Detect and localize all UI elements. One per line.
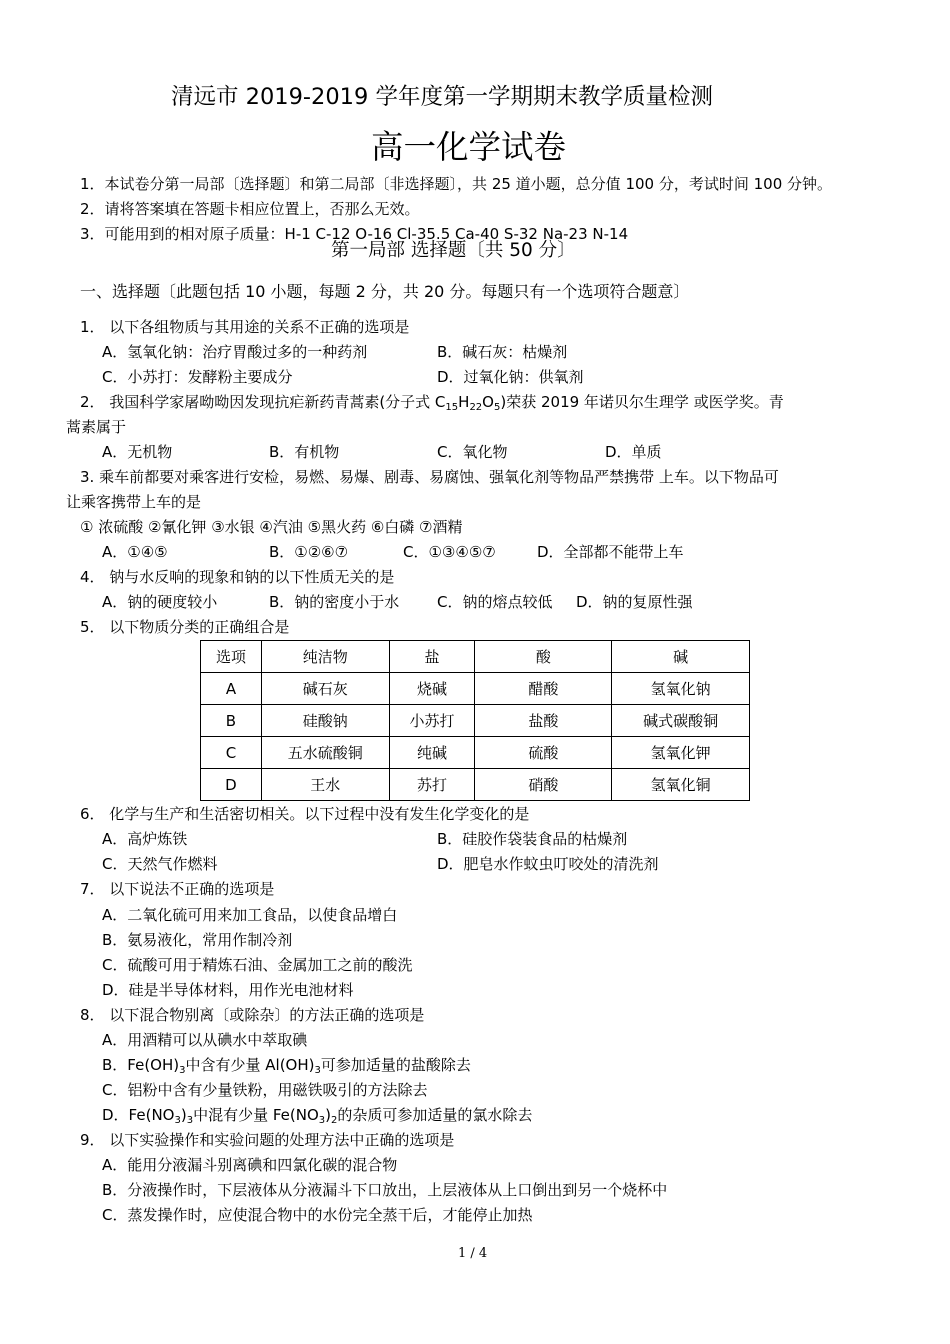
note-2: 2．请将答案填在答题卡相应位置上，否那么无效。	[80, 200, 420, 218]
part1-title: 第一局部 选择题〔共 50 分〕	[331, 240, 576, 261]
table-cell: 苏打	[389, 769, 475, 801]
table-cell: 小苏打	[389, 705, 475, 737]
table-cell: 硝酸	[475, 769, 612, 801]
q8-d-sub: 3	[174, 1115, 181, 1126]
q8-option-b	[102, 1056, 471, 1074]
q1-option-a: A．氢氧化钠：治疗胃酸过多的一种药剂	[102, 343, 368, 361]
table-cell: B	[201, 705, 262, 737]
q6-option-a: A．高炉炼铁	[102, 830, 188, 848]
q7-option-b: B．氨易液化，常用作制冷剂	[102, 931, 293, 949]
table-row	[201, 737, 750, 769]
q4-stem: 4． 钠与水反响的现象和钠的以下性质无关的是	[80, 568, 395, 586]
table-cell: 碱式碳酸铜	[612, 705, 750, 737]
q3-items: ① 浓硫酸 ②氰化钾 ③水银 ④汽油 ⑤黑火药 ⑥白磷 ⑦酒精	[80, 518, 463, 536]
q1-stem: 1． 以下各组物质与其用途的关系不正确的选项是	[80, 318, 410, 336]
q8-d-pre: D．Fe(NO	[102, 1106, 175, 1124]
q3-option-a: A．①④⑤	[102, 543, 168, 561]
table-cell: 醋酸	[475, 673, 612, 705]
q8-d-sub: 3	[318, 1115, 326, 1126]
exam-title-line1: 清远市 2019-2019 学年度第一学期期末教学质量检测	[171, 84, 713, 110]
q2-stem-pre: 2． 我国科学家屠呦呦因发现抗疟新药青蒿素(分子式 C	[80, 393, 446, 411]
q8-d-sub: 3	[186, 1115, 194, 1126]
q2-stem-line2: 蒿素属于	[66, 418, 127, 436]
q3-option-d: D．全部都不能带上车	[537, 543, 684, 561]
q2-option-b: B．有机物	[269, 443, 340, 461]
q8-option-d	[102, 1106, 532, 1124]
q2-stem-h: H	[458, 393, 470, 411]
q7-stem: 7． 以下说法不正确的选项是	[80, 880, 275, 898]
q2-stem-o: O	[482, 393, 494, 411]
exam-title-line2: 高一化学试卷	[371, 128, 567, 166]
table-cell: 硅酸钠	[261, 705, 389, 737]
q8-d-mid2: 中混有少量 Fe(NO	[193, 1106, 319, 1124]
note-3: 3．可能用到的相对原子质量：H-1 C-12 O-16 Cl-35.5 Ca-40 S-32 Na-23 N-14	[80, 225, 629, 243]
q2-option-c: C．氧化物	[437, 443, 508, 461]
q5-stem: 5． 以下物质分类的正确组合是	[80, 618, 290, 636]
q3-option-c: C．①③④⑤⑦	[403, 543, 496, 561]
table-cell: 氢氧化铜	[612, 769, 750, 801]
table-header-cell: 纯洁物	[261, 641, 389, 673]
q2-stem-post: )荣获 2019 年诺贝尔生理学 或医学奖。青	[500, 393, 784, 411]
q3-stem-line1: 3. 乘车前都要对乘客进行安检，易燃、易爆、剧毒、易腐蚀、强氧化剂等物品严禁携带 上车。以下物品可	[80, 468, 779, 486]
table-cell: 硫酸	[475, 737, 612, 769]
q8-d-mid3: )	[325, 1106, 331, 1124]
q8-d-post: 的杂质可参加适量的氯水除去	[337, 1106, 533, 1124]
q6-option-b: B．硅胶作袋装食品的枯燥剂	[437, 830, 628, 848]
q8-b-sub: 3	[314, 1065, 321, 1076]
q9-option-a: A．能用分液漏斗别离碘和四氯化碳的混合物	[102, 1156, 398, 1174]
q3-stem-line2: 让乘客携带上车的是	[66, 493, 202, 511]
q9-option-b: B．分液操作时，下层液体从分液漏斗下口放出，上层液体从上口倒出到另一个烧杯中	[102, 1181, 668, 1199]
q8-d-mid: )	[180, 1106, 187, 1124]
q1-option-c: C．小苏打：发酵粉主要成分	[102, 368, 293, 386]
table-row	[201, 705, 750, 737]
q6-option-c: C．天然气作燃料	[102, 855, 218, 873]
q3-option-b: B．①②⑥⑦	[269, 543, 349, 561]
table-cell: C	[201, 737, 262, 769]
table-cell: 碱石灰	[261, 673, 389, 705]
q6-stem: 6． 化学与生产和生活密切相关。以下过程中没有发生化学变化的是	[80, 805, 530, 823]
table-header-cell: 选项	[201, 641, 262, 673]
table-header-row	[201, 641, 750, 673]
table-cell: 氢氧化钠	[612, 673, 750, 705]
q4-option-b: B．钠的密度小于水	[269, 593, 400, 611]
table-cell: 五水硫酸铜	[261, 737, 389, 769]
q1-option-b: B．碱石灰：枯燥剂	[437, 343, 568, 361]
q8-option-a: A．用酒精可以从碘水中萃取碘	[102, 1031, 308, 1049]
q8-b-post: 可参加适量的盐酸除去	[320, 1056, 471, 1074]
q8-d-sub: 2	[331, 1115, 338, 1126]
q2-sub-o: 5	[493, 402, 501, 413]
q8-b-sub: 3	[179, 1065, 186, 1076]
q8-option-c: C．铝粉中含有少量铁粉，用磁铁吸引的方法除去	[102, 1081, 428, 1099]
table-cell: A	[201, 673, 262, 705]
q8-b-pre: B．Fe(OH)	[102, 1056, 180, 1074]
note-1: 1．本试卷分第一局部〔选择题〕和第二局部〔非选择题〕，共 25 道小题，总分值 100 分，考试时间 100 分钟。	[80, 175, 833, 193]
table-header-cell: 酸	[475, 641, 612, 673]
q8-stem: 8． 以下混合物别离〔或除杂〕的方法正确的选项是	[80, 1006, 425, 1024]
q8-b-mid: 中含有少量 Al(OH)	[185, 1056, 315, 1074]
q9-stem: 9． 以下实验操作和实验问题的处理方法中正确的选项是	[80, 1131, 455, 1149]
q2-stem	[80, 393, 784, 411]
table-cell: 氢氧化钾	[612, 737, 750, 769]
q4-option-d: D．钠的复原性强	[576, 593, 693, 611]
q2-sub-h: 22	[469, 402, 483, 413]
q1-option-d: D．过氧化钠：供氧剂	[437, 368, 584, 386]
table-cell: 盐酸	[475, 705, 612, 737]
table-row	[201, 769, 750, 801]
q9-option-c: C．蒸发操作时，应使混合物中的水份完全蒸干后，才能停止加热	[102, 1206, 533, 1224]
q4-option-a: A．钠的硬度较小	[102, 593, 218, 611]
q2-sub-c: 15	[445, 402, 459, 413]
q7-option-d: D．硅是半导体材料，用作光电池材料	[102, 981, 354, 999]
q7-option-c: C．硫酸可用于精炼石油、金属加工之前的酸洗	[102, 956, 413, 974]
table-cell: D	[201, 769, 262, 801]
q7-option-a: A．二氧化硫可用来加工食品，以使食品增白	[102, 906, 398, 924]
table-cell: 纯碱	[389, 737, 475, 769]
q6-option-d: D．肥皂水作蚊虫叮咬处的清洗剂	[437, 855, 659, 873]
table-header-cell: 盐	[389, 641, 475, 673]
page-number: 1 / 4	[458, 1246, 488, 1261]
q4-option-c: C．钠的熔点较低	[437, 593, 553, 611]
q5-classification-table	[200, 640, 750, 801]
table-row	[201, 673, 750, 705]
q2-option-a: A．无机物	[102, 443, 173, 461]
table-cell: 王水	[261, 769, 389, 801]
table-header-cell: 碱	[612, 641, 750, 673]
table-cell: 烧碱	[389, 673, 475, 705]
section1-title: 一、选择题〔此题包括 10 小题，每题 2 分，共 20 分。每题只有一个选项符合题意〕	[80, 282, 690, 301]
q2-option-d: D．单质	[605, 443, 662, 461]
